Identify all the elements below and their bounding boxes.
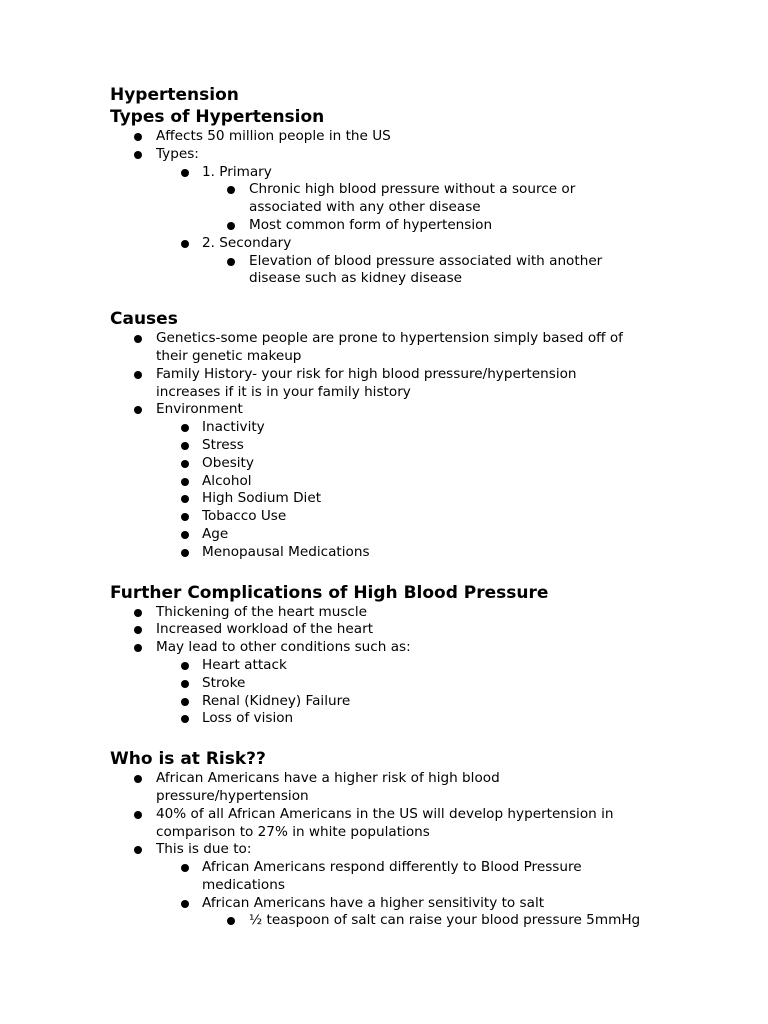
list-item: African Americans have a higher risk of high blood pressure/hypertension — [110, 770, 710, 806]
list-item: Affects 50 million people in the US — [110, 128, 710, 146]
bullet-icon — [134, 644, 142, 652]
bullet-icon — [134, 151, 142, 159]
list-item: Thickening of the heart muscle — [110, 604, 710, 622]
list-item: Genetics-some people are prone to hypertension simply based off of their genetic makeup — [110, 330, 710, 366]
list-item: May lead to other conditions such as: — [110, 639, 710, 657]
bullet-icon — [181, 478, 189, 486]
list-item: Chronic high blood pressure without a source or associated with any other disease — [110, 181, 710, 217]
bullet-icon — [181, 531, 189, 539]
list-item: ½ teaspoon of salt can raise your blood pressure 5mmHg — [110, 912, 710, 930]
list-item: Loss of vision — [110, 710, 710, 728]
bullet-icon — [181, 680, 189, 688]
bullet-icon — [181, 715, 189, 723]
list-item: Environment — [110, 401, 710, 419]
bullet-icon — [181, 424, 189, 432]
bullet-icon — [181, 442, 189, 450]
document-title: Hypertension — [110, 85, 239, 105]
list-item: African Americans have a higher sensitivity to salt — [110, 895, 710, 913]
list-item: Menopausal Medications — [110, 544, 710, 562]
types-heading: Types of Hypertension — [110, 107, 325, 127]
bullet-icon — [134, 335, 142, 343]
list-item: Obesity — [110, 455, 710, 473]
risk-heading: Who is at Risk?? — [110, 749, 266, 770]
conditions-sublist — [110, 657, 710, 728]
bullet-icon — [134, 846, 142, 854]
list-item: Inactivity — [110, 419, 710, 437]
bullet-icon — [181, 513, 189, 521]
complications-heading: Further Complications of High Blood Pressure — [110, 582, 549, 603]
list-item: Tobacco Use — [110, 508, 710, 526]
reasons-sublist — [110, 859, 710, 912]
bullet-icon — [134, 609, 142, 617]
list-item: Renal (Kidney) Failure — [110, 693, 710, 711]
primary-sublist — [110, 181, 710, 234]
document-page — [110, 84, 710, 930]
list-item: Family History- your risk for high blood pressure/hypertension increases if it is in your family history — [110, 366, 710, 402]
bullet-icon — [181, 864, 189, 872]
list-item: Heart attack — [110, 657, 710, 675]
list-item: This is due to: — [110, 841, 710, 859]
bullet-icon — [227, 186, 235, 194]
bullet-icon — [181, 900, 189, 908]
list-item: Elevation of blood pressure associated with another disease such as kidney disease — [110, 253, 710, 289]
list-item: 2. Secondary — [110, 235, 710, 253]
bullet-icon — [134, 371, 142, 379]
list-item: African Americans respond differently to Blood Pressure medications — [110, 859, 710, 895]
bullet-icon — [134, 811, 142, 819]
complications-list — [110, 604, 710, 657]
bullet-icon — [181, 460, 189, 468]
list-item: Types: — [110, 146, 710, 164]
salt-sublist — [110, 912, 710, 930]
bullet-icon — [181, 495, 189, 503]
causes-list — [110, 330, 710, 419]
bullet-icon — [134, 626, 142, 634]
bullet-icon — [134, 406, 142, 414]
list-item: Most common form of hypertension — [110, 217, 710, 235]
list-item: 1. Primary — [110, 164, 710, 182]
bullet-icon — [181, 549, 189, 557]
bullet-icon — [227, 917, 235, 925]
secondary-sublist — [110, 253, 710, 289]
list-item: Stress — [110, 437, 710, 455]
bullet-icon — [134, 775, 142, 783]
list-item: Alcohol — [110, 473, 710, 491]
list-item: High Sodium Diet — [110, 490, 710, 508]
types-list — [110, 128, 710, 164]
bullet-icon — [181, 169, 189, 177]
bullet-icon — [181, 240, 189, 248]
risk-list — [110, 770, 710, 859]
environment-sublist — [110, 419, 710, 561]
list-item: Increased workload of the heart — [110, 621, 710, 639]
causes-heading: Causes — [110, 309, 178, 330]
list-item: Age — [110, 526, 710, 544]
bullet-icon — [134, 133, 142, 141]
bullet-icon — [181, 662, 189, 670]
bullet-icon — [227, 258, 235, 266]
list-item: Stroke — [110, 675, 710, 693]
types-sublist — [110, 235, 710, 253]
bullet-icon — [181, 698, 189, 706]
bullet-icon — [227, 222, 235, 230]
list-item: 40% of all African Americans in the US will develop hypertension in comparison to 27% in white populations — [110, 806, 710, 842]
types-sublist — [110, 164, 710, 182]
